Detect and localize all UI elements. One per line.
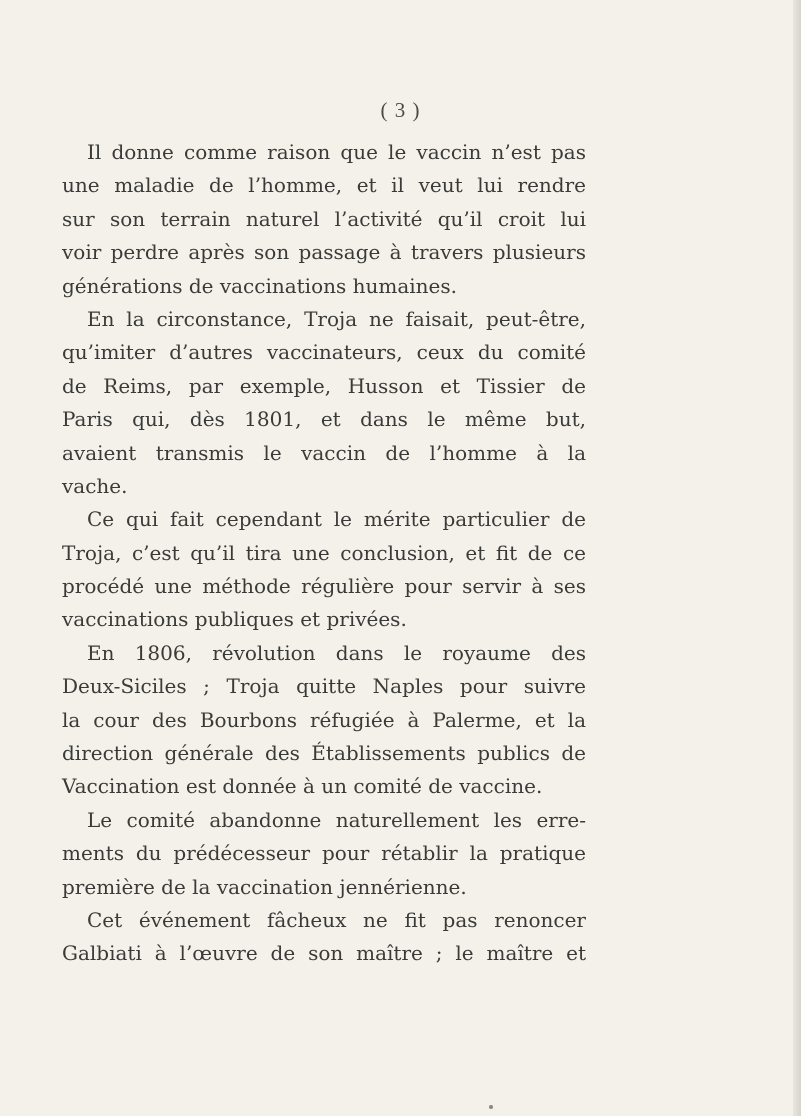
text-line: En la circonstance, Troja ne faisait, peut-être, <box>87 306 586 331</box>
body-text <box>62 136 586 971</box>
paragraph <box>62 904 586 971</box>
text-line: direction générale des Établissements publics de <box>62 741 586 766</box>
text-line: sur son terrain naturel l’activité qu’il croit lui <box>62 206 586 231</box>
text-line: voir perdre après son passage à travers plusieurs <box>62 240 586 265</box>
page-edge-shadow <box>793 0 801 1116</box>
text-line: qu’imiter d’autres vaccinateurs, ceux du comité <box>62 340 586 365</box>
text-line: Troja, c’est qu’il tira une conclusion, et fit de ce <box>62 540 586 565</box>
text-line: générations de vaccinations humaines. <box>62 273 457 298</box>
text-line: Cet événement fâcheux ne fit pas renoncer <box>87 907 586 932</box>
page-number: ( 3 ) <box>380 98 421 122</box>
paragraph <box>62 804 586 904</box>
text-line: Deux-Siciles ; Troja quitte Naples pour suivre <box>62 674 586 699</box>
text-line: vaccinations publiques et privées. <box>62 607 407 632</box>
paragraph <box>62 503 586 637</box>
text-line: En 1806, révolution dans le royaume des <box>87 640 586 665</box>
paragraph <box>62 136 586 303</box>
paper-speck <box>489 1105 493 1109</box>
text-line: ments du prédécesseur pour rétablir la pratique <box>62 841 586 866</box>
paragraph <box>62 637 586 804</box>
text-line: Ce qui fait cependant le mérite particulier de <box>87 507 586 532</box>
text-line: de Reims, par exemple, Husson et Tissier de <box>62 373 586 398</box>
text-line: Il donne comme raison que le vaccin n’est pas <box>87 140 586 164</box>
text-line: vache. <box>62 473 128 498</box>
paragraph <box>62 303 586 503</box>
text-line: avaient transmis le vaccin de l’homme à la <box>62 440 586 465</box>
text-line: une maladie de l’homme, et il veut lui rendre <box>62 173 586 198</box>
text-line: Le comité abandonne naturellement les erre- <box>87 807 586 832</box>
text-line: la cour des Bourbons réfugiée à Palerme, et la <box>62 707 586 732</box>
text-line: Galbiati à l’œuvre de son maître ; le maître et <box>62 941 586 966</box>
text-line: Vaccination est donnée à un comité de vaccine. <box>62 774 543 799</box>
text-line: première de la vaccination jennérienne. <box>62 874 467 899</box>
text-line: procédé une méthode régulière pour servir à ses <box>62 574 586 599</box>
text-line: Paris qui, dès 1801, et dans le même but, <box>62 407 586 432</box>
